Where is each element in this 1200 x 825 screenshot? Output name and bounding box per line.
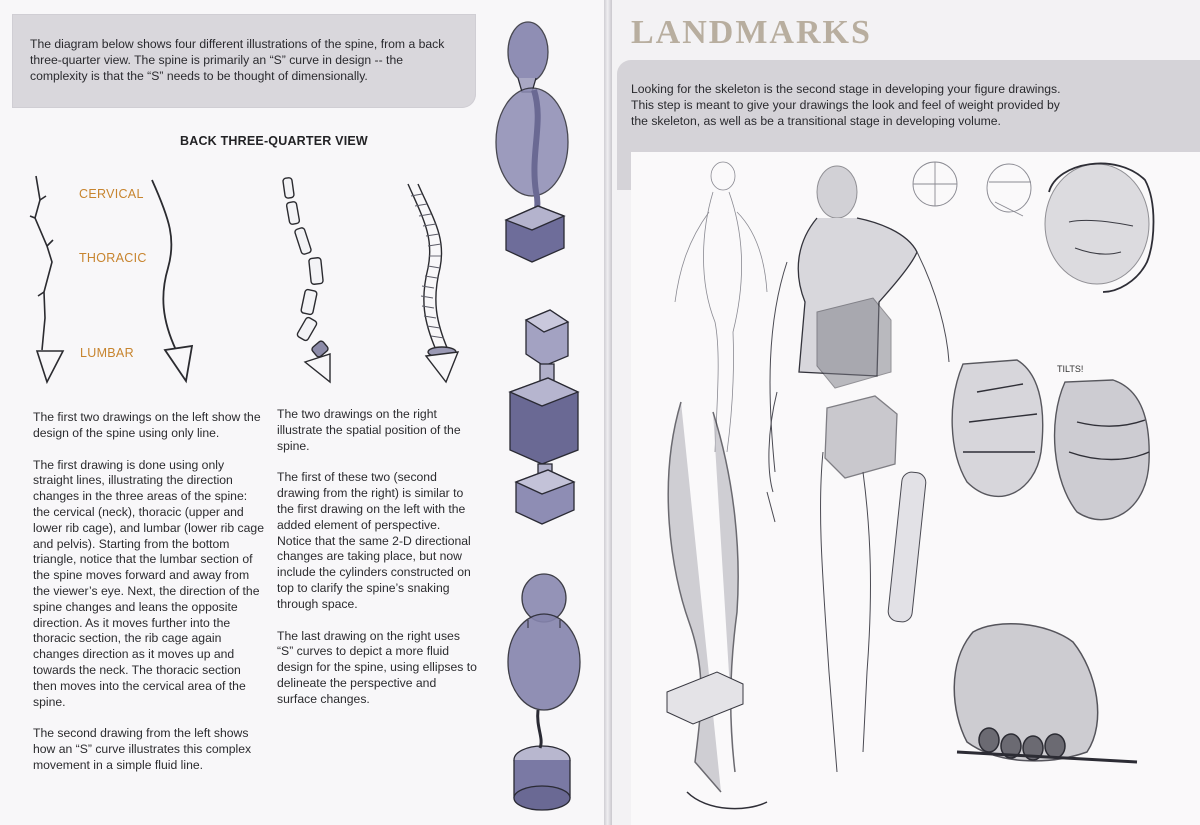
diagram-title: BACK THREE-QUARTER VIEW xyxy=(180,134,368,148)
spine-straight-line-drawing xyxy=(30,176,63,382)
sketch-note: TILTS! xyxy=(1057,364,1084,374)
label-cervical: CERVICAL xyxy=(79,187,144,201)
left-column-text xyxy=(33,410,265,790)
spine-s-curve-drawing xyxy=(152,180,192,381)
page-title: LANDMARKS xyxy=(631,14,872,51)
torso-block-figure-2 xyxy=(510,310,578,524)
label-thoracic: THORACIC xyxy=(79,251,147,265)
label-lumbar: LUMBAR xyxy=(80,346,134,360)
torso-block-figure-1 xyxy=(496,22,568,262)
right-intro-text: Looking for the skeleton is the second stage in developing your figure drawings. This step is meant to give your drawings the look and feel of weight provided by the skeleton, as well as be a transitional stage in developing volume. xyxy=(631,82,1061,129)
right-paragraph-2: The first of these two (second drawing from the right) is similar to the first drawing on the left with the added element of perspective. Notice that the same 2-D directional changes are taking place, but now include the cylinders constructed on top to clarify the spine’s snaking through space. xyxy=(277,470,471,611)
right-paragraph-3: The last drawing on the right uses “S” curves to depict a more fluid design for the spine, using ellipses to delineate the perspective and surface changes. xyxy=(277,628,477,706)
book-gutter xyxy=(604,0,612,825)
left-paragraph-1: The first two drawings on the left show the design of the spine using only line. xyxy=(33,410,261,440)
spine-ellipse-drawing xyxy=(408,184,458,382)
left-paragraph-3: The second drawing from the left shows how an “S” curve illustrates this complex movement in a simple fluid line. xyxy=(33,726,252,772)
spine-cylinder-drawing xyxy=(283,177,330,382)
figure-sketch-sheet xyxy=(617,152,1200,825)
block-figures xyxy=(478,12,598,822)
right-paragraph-1: The two drawings on the right illustrate the spatial position of the spine. xyxy=(277,407,461,453)
right-column-text xyxy=(277,407,477,724)
intro-text: The diagram below shows four different illustrations of the spine, from a back three-quarter view. The spine is primarily an “S” curve in design -- the complexity is that the “S” needs to be thought of dimensionally. xyxy=(30,37,445,84)
left-paragraph-2: The first drawing is done using only straight lines, illustrating the direction changes in the three areas of the spine: the cervical (neck), thoracic (upper and lower rib cage), and lumbar (lower rib cage and pelvis). Starting from the bottom triangle, notice that the lumbar section of the spine moves forward and away from the viewer’s eye. Next, the direction of the spine changes and leans the opposite direction. As it moves further into the thoracic section, the rib cage again changes direction as it moves up and towards the neck. The thoracic section then moves into the cervical area of the spine. xyxy=(33,457,264,709)
torso-block-figure-3 xyxy=(508,574,580,810)
